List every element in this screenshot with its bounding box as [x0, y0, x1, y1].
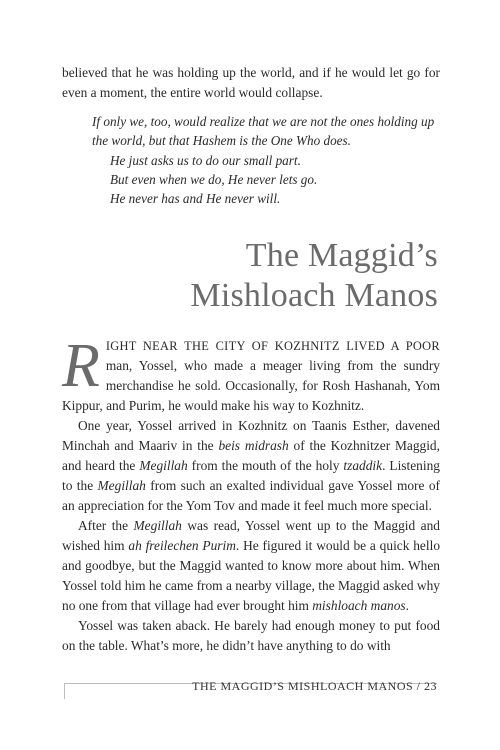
quote-line: If only we, too, would realize that we are not the ones holding up the world, but that Hashem is the One Who does. — [92, 114, 435, 149]
quote-line: But even when we do, He never lets go. — [110, 171, 318, 187]
story-paragraph: Yossel was taken aback. He barely had enough money to put food on the table. What’s more, he didn’t have anything to do with — [62, 618, 440, 653]
paragraph-text: After the — [78, 518, 134, 533]
paragraph-text: . — [405, 598, 409, 613]
paragraph-text: . He figured it would be a quick hello and goodbye, but the Maggid wanted to know more about him. When Yossel told him he came from a nearby village, the Maggid asked why no one from that village had ever brought him — [62, 538, 441, 613]
continuation-paragraph: believed that he was holding up the world, and if he would let go for even a moment, the entire world would collapse. — [62, 65, 440, 100]
paragraph-text: One year, Yossel arrived in Kozhnitz on Taanis Esther, davened Minchah and Maariv in the — [62, 418, 440, 453]
italic-term: Megillah — [139, 458, 188, 473]
footer-rule-tick — [64, 683, 65, 699]
story-body — [62, 332, 441, 656]
paragraph-text: from the mouth of the holy — [187, 458, 344, 473]
paragraph-text: from such an exalted individual gave Yossel more of an appreciation for the Yom Tov and made it feel much more special. — [62, 478, 440, 513]
italic-term: ah freilechen Purim — [128, 538, 236, 553]
opening-small-caps: IGHT NEAR THE CITY OF KOZHNITZ LIVED A POOR — [105, 339, 440, 353]
drop-cap: R — [62, 332, 100, 400]
paragraph-text: . Listening to the — [62, 458, 440, 493]
chapter-title-line: The Maggid’s — [245, 237, 438, 274]
quote-line: He just asks us to do our small part. — [110, 152, 301, 168]
italic-term: tzaddik — [343, 458, 383, 473]
italic-term: mishloach manos — [312, 598, 406, 613]
italic-term: Megillah — [133, 518, 182, 533]
paragraph-text: was read, Yossel went up to the Maggid and wished him — [62, 518, 441, 553]
story-paragraph — [62, 416, 440, 516]
paragraph-text: man, Yossel, who made a meager living from the sundry merchandise he sold. Occasionally, for Rosh Hashanah, Yom Kippur, and Purim, he would make his way to Kozhnitz. — [62, 358, 440, 413]
chapter-title-line: Mishloach Manos — [190, 277, 438, 314]
quote-line: He never has and He never will. — [110, 191, 281, 207]
italic-quote-block — [92, 112, 442, 208]
running-footer: THE MAGGID’S MISHLOACH MANOS / 23 — [192, 679, 437, 693]
chapter-title — [190, 236, 438, 316]
story-paragraph — [62, 516, 440, 616]
paragraph-text: of the Kozhnitzer Maggid, and heard the — [62, 438, 440, 473]
italic-term: Megillah — [97, 478, 146, 493]
italic-term: beis midrash — [218, 438, 289, 453]
story-paragraph — [62, 332, 440, 416]
